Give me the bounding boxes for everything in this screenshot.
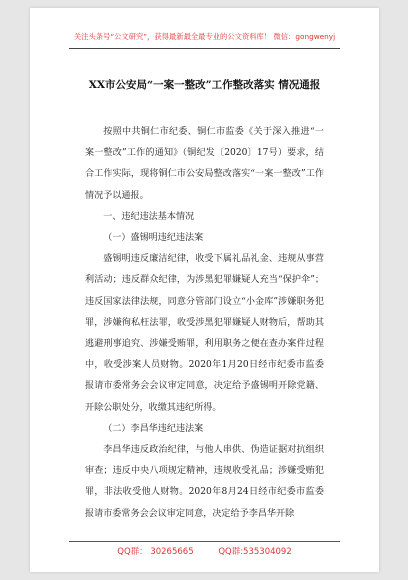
case-1-heading: （一）盛锡明违纪违法案 xyxy=(103,233,204,244)
intro-paragraph: 按照中共铜仁市纪委、铜仁市监委《关于深入推进“一案一整改”工作的通知》（铜纪发〔2020〕17号）要求，结合工作实际，现将铜仁市公安局整改落实“一案一整改”工作情况予以通报。 xyxy=(85,127,324,201)
case-2-heading: （二）李昌华违纪违法案 xyxy=(103,423,204,434)
document-page xyxy=(30,8,379,572)
case-2-paragraph: 李昌华违反政治纪律，与他人串供、伪造证据对抗组织审查；违反中央八项规定精神，违规收受礼品；涉嫌受贿犯罪，非法收受他人财物。2020年8月24日经市纪委市监委报请市委常务会会议审定同意，决定给予李昌华开除 xyxy=(85,445,324,519)
footer-qq-group-1: QQ群： 30265665 xyxy=(117,547,194,557)
document-body xyxy=(85,122,324,525)
document-title: XX市公安局“一案一整改”工作整改落实 情况通报 xyxy=(88,79,321,91)
footer xyxy=(30,545,379,557)
header-note: 关注头条号“公文研究”，获得最新最全最专业的公文资料库！ 微信：gongwenyj xyxy=(73,32,336,41)
footer-divider xyxy=(69,541,340,542)
section-heading: 一、违纪违法基本情况 xyxy=(103,211,195,222)
header-divider xyxy=(69,48,340,49)
case-1-paragraph: 盛锡明违反廉洁纪律，收受下属礼品礼金、违规从事营利活动；违反群众纪律，为涉黑犯罪嫌疑人充当“保护伞”；违反国家法律法规，同意分管部门设立“小金库”涉嫌职务犯罪，涉嫌徇私枉法罪，收受涉黑犯罪嫌疑人财物后，帮助其逃避刑事追究、涉嫌受贿罪，利用职务之便在查办案件过程中，收受涉案人员财物。2020年1月20日经市纪委市监委报请市委常务会会议审定同意，决定给予盛锡明开除党籍、开除公职处分，收缴其违纪所得。 xyxy=(85,254,324,413)
footer-qq-group-2: QQ群:535304092 xyxy=(218,547,292,557)
